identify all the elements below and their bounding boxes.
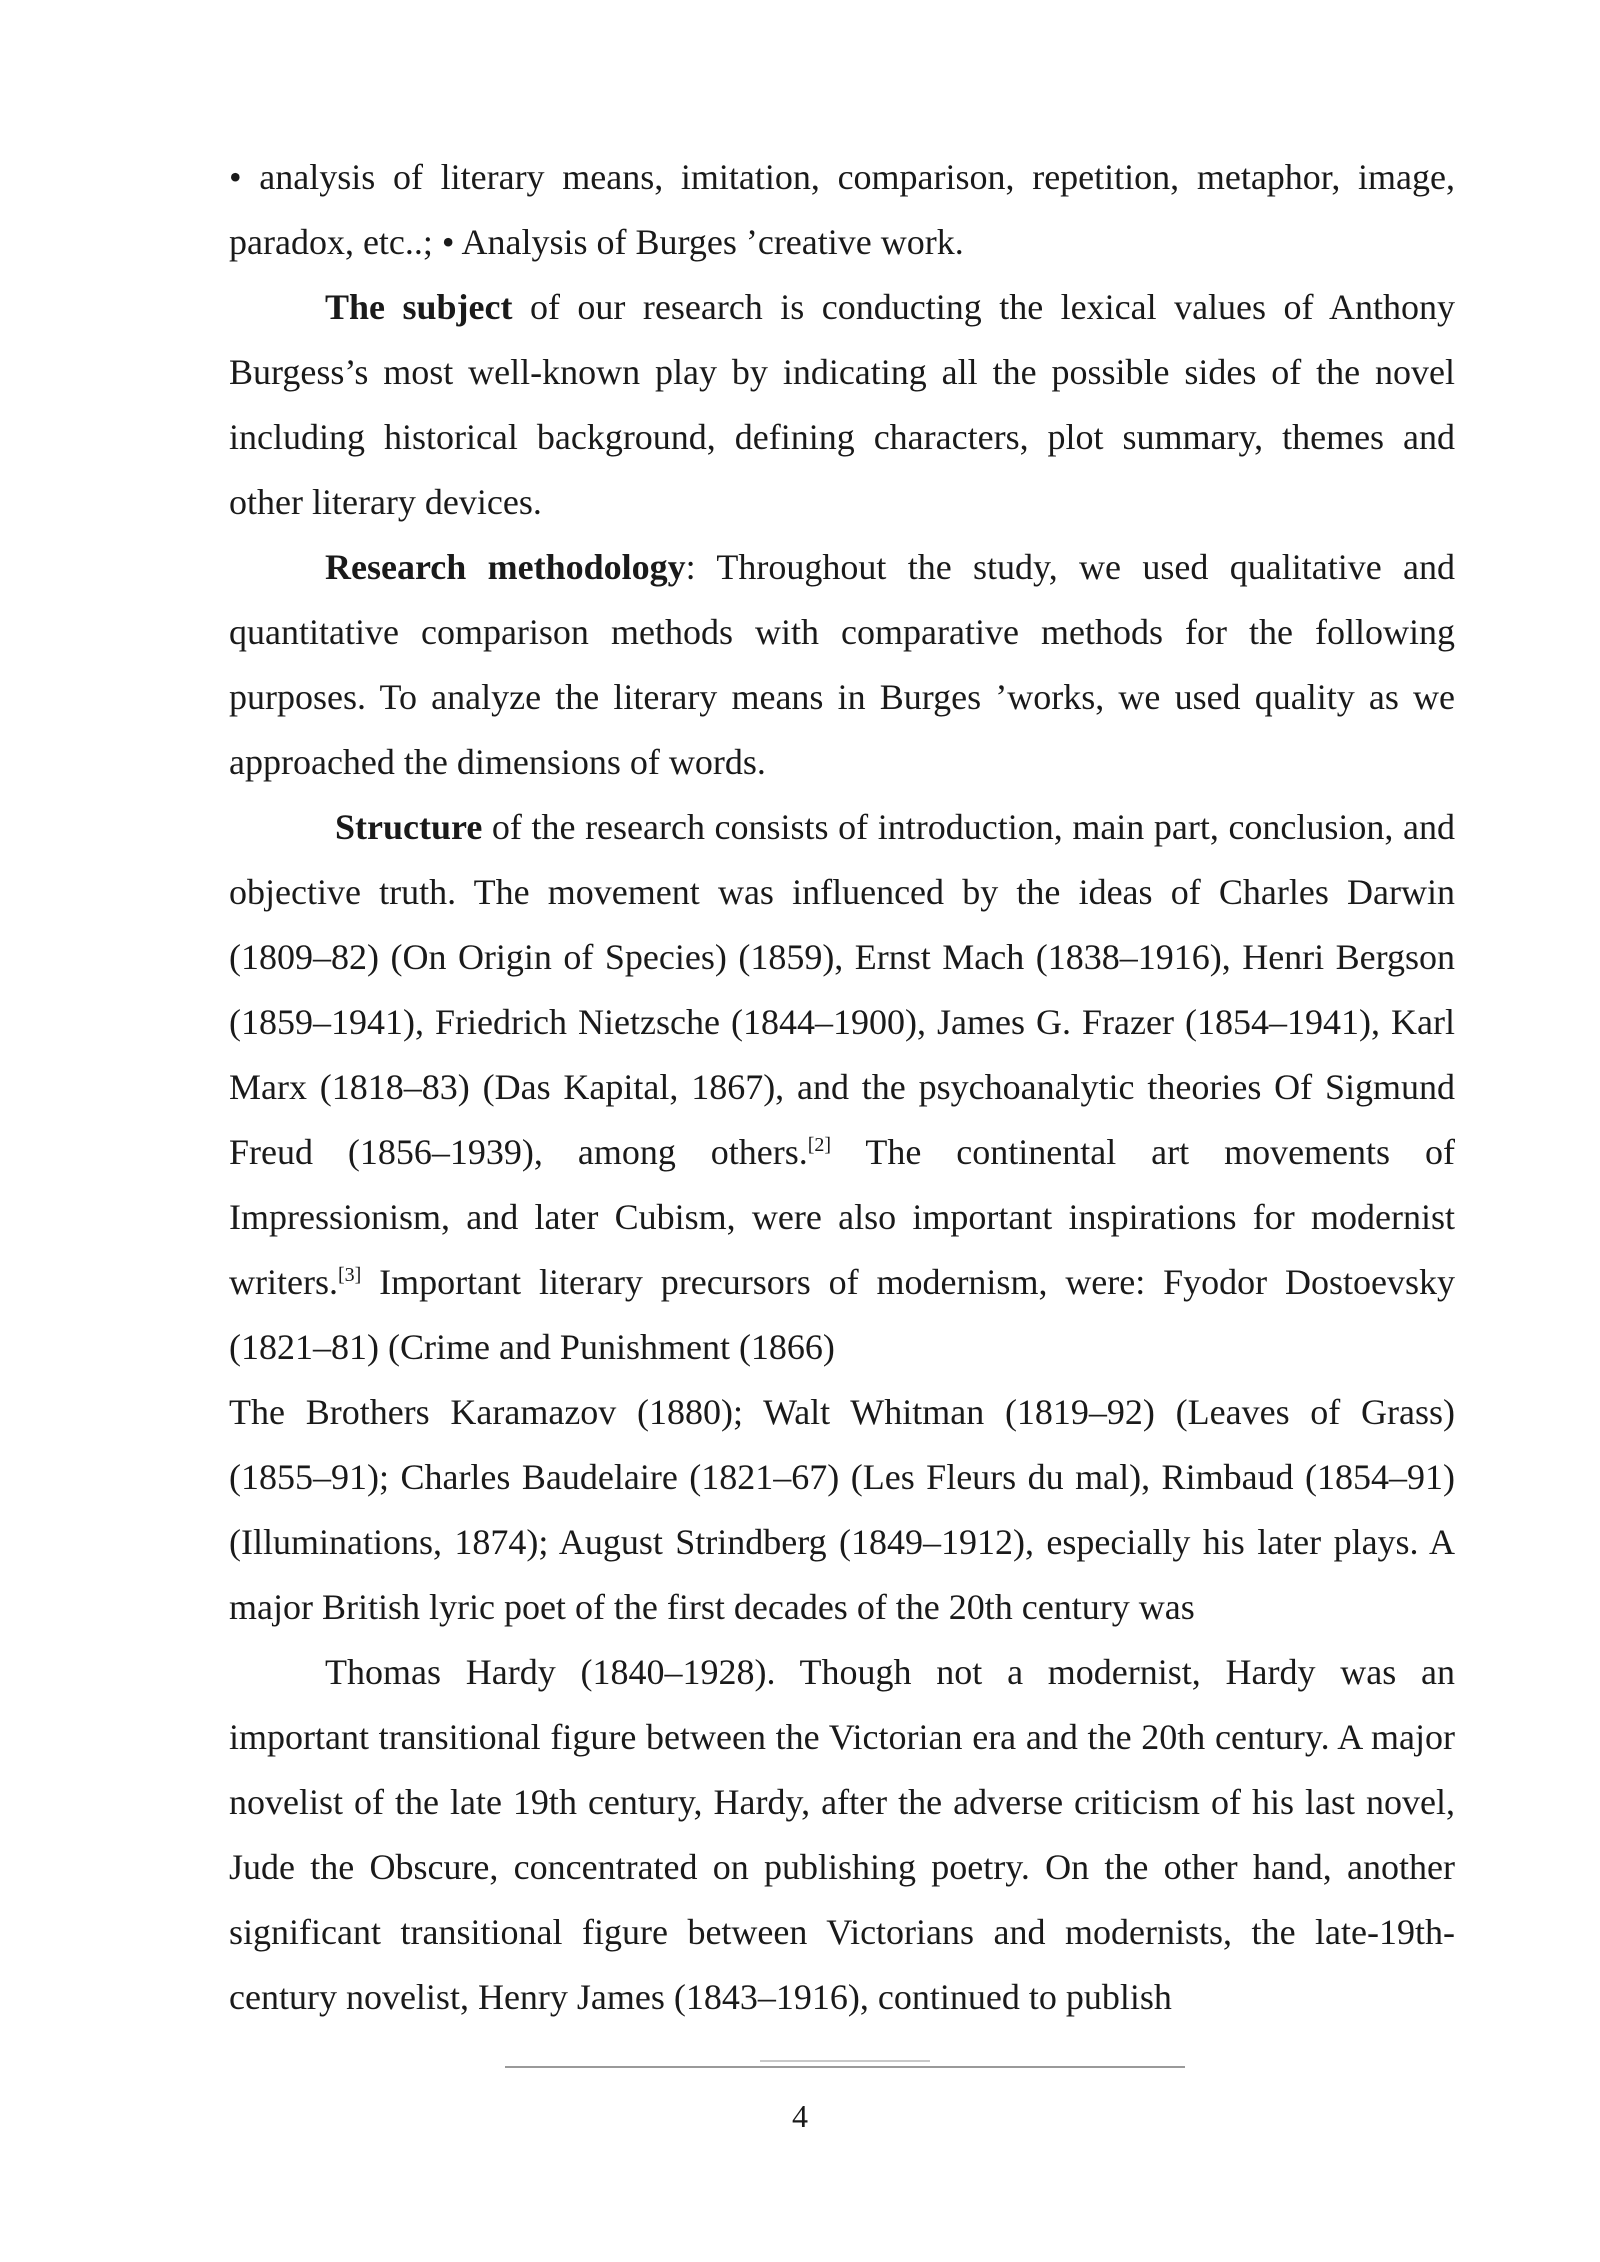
body-text — [229, 145, 1455, 2030]
methodology-text: : Throughout the study, we used qualitative and quantitative comparison methods with comparative methods for the following purposes. To analyze the literary means in Burges ’works, we used quality as we approached the dimensions of words. — [229, 547, 1456, 782]
footnote-ref-3[interactable]: [3] — [337, 1264, 362, 1286]
footer-separator — [505, 2066, 1185, 2068]
paragraph-analysis-list: • analysis of literary means, imitation, comparison, repetition, metaphor, image, paradox, etc..; • Analysis of Burges ’creative work. — [229, 157, 1455, 262]
paragraph-structure — [229, 795, 1455, 1380]
structure-text-b: The continental art movements of Impressionism, and later Cubism, were also important inspirations for modernist writers. — [229, 1132, 1455, 1302]
subject-heading: The subject — [325, 287, 513, 327]
footnote-ref-2[interactable]: [2] — [807, 1134, 832, 1156]
structure-heading: Structure — [335, 807, 483, 847]
structure-text-a: of the research consists of introduction, main part, conclusion, and objective truth. The movement was influenced by the ideas of Charles Darwin (1809–82) (On Origin of Species) (1859), Ernst Mach (1838–1916), Henri Bergson (1859–1941), Friedrich Nietzsche (1844–1900), James G. Frazer (1854–1941), Karl Marx (1818–83) (Das Kapital, 1867), and the psychoanalytic theories Of Sigmund Freud (1856–1939), among others. — [229, 807, 1455, 1172]
paragraph-subject — [229, 275, 1455, 535]
paragraph-hardy: Thomas Hardy (1840–1928). Though not a modernist, Hardy was an important transitional figure between the Victorian era and the 20th century. A major novelist of the late 19th century, Hardy, after the adverse criticism of his last novel, Jude the Obscure, concentrated on publishing poetry. On the other hand, another significant transitional figure between Victorians and modernists, the late-19th-century novelist, Henry James (1843–1916), continued to publish — [229, 1652, 1455, 2017]
paragraph-methodology — [229, 535, 1455, 795]
structure-text-c: Important literary precursors of modernism, were: Fyodor Dostoevsky (1821–81) (Crime and Punishment (1866) — [229, 1262, 1455, 1367]
subject-text: of our research is conducting the lexical values of Anthony Burgess’s most well-known play by indicating all the possible sides of the novel including historical background, defining characters, plot summary, themes and other literary devices. — [229, 287, 1455, 522]
paragraph-precursors: The Brothers Karamazov (1880); Walt Whitman (1819–92) (Leaves of Grass) (1855–91); Charles Baudelaire (1821–67) (Les Fleurs du mal), Rimbaud (1854–91) (Illuminations, 1874); August Strindberg (1849–1912), especially his later plays. A major British lyric poet of the first decades of the 20th century was — [229, 1392, 1455, 1627]
page-number: 4 — [792, 2098, 808, 2134]
footer-separator-shadow — [760, 2060, 930, 2062]
methodology-heading: Research methodology — [325, 547, 686, 587]
